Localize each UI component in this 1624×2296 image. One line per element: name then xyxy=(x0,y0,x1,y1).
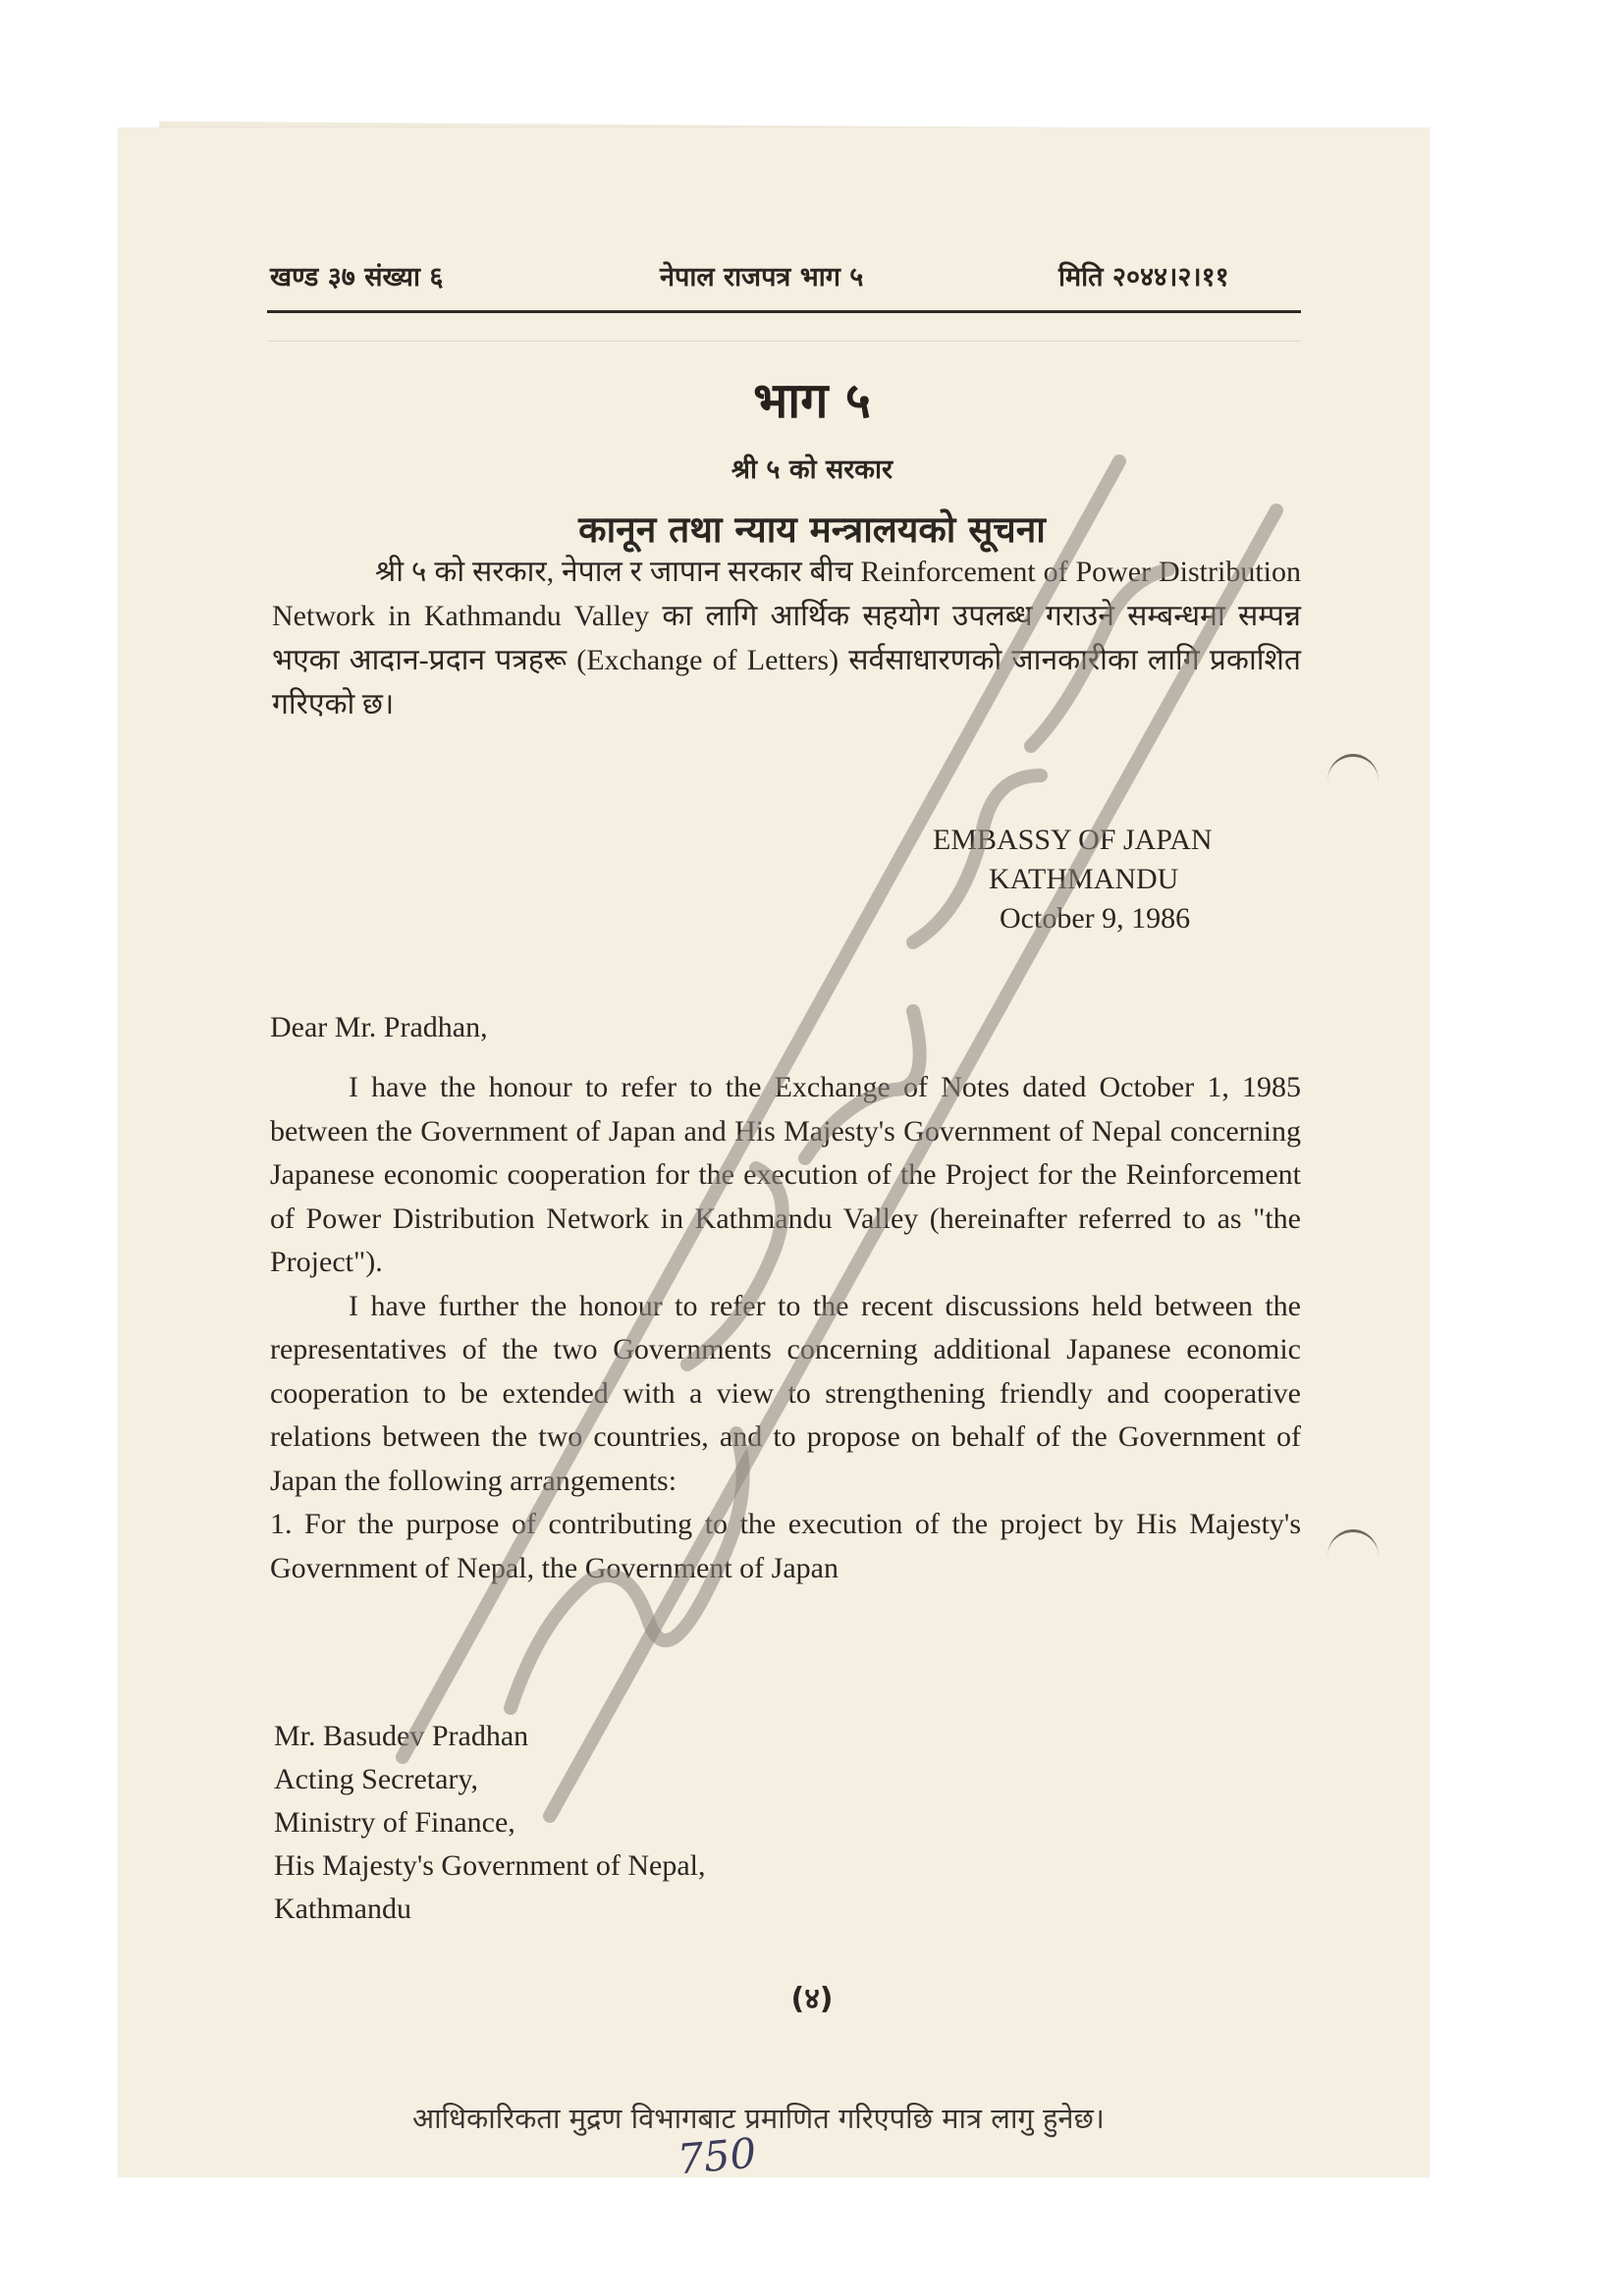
bleed-through-rule xyxy=(267,341,1301,342)
addressee-block xyxy=(274,1715,705,1931)
addressee-name: Mr. Basudev Pradhan xyxy=(274,1720,529,1752)
government-line: श्री ५ को सरकार xyxy=(731,454,893,485)
addressee-title: Acting Secretary, xyxy=(274,1763,478,1795)
letter-item-1: 1. For the purpose of contributing to the execution of the project by His Majesty's Government of Nepal, the Government of Japan xyxy=(270,1508,1301,1584)
notice-title: कानून तथा न्याय मन्त्रालयको सूचना xyxy=(578,508,1046,551)
salutation: Dear Mr. Pradhan, xyxy=(270,1011,488,1043)
page-number: (४) xyxy=(790,1982,834,2016)
part-title: भाग ५ xyxy=(753,372,871,429)
punch-hole-top xyxy=(1327,754,1379,808)
gazette-date: मिति २०४४।२।११ xyxy=(1058,262,1229,293)
letter-sender-block xyxy=(854,821,1326,938)
addressee-ministry: Ministry of Finance, xyxy=(274,1806,515,1839)
intro-paragraph: श्री ५ को सरकार, नेपाल र जापान सरकार बीच Reinforcement of Power Distribution Network in Kathmandu Valley का लागि आर्थिक सहयोग उपलब्ध गराउने सम्बन्धमा सम्पन्न भएका आदान-प्रदान पत्रहरू (Exchange of Letters) सर्वसाधारणको जानकारीका लागि प्रकाशित गरिएको छ। xyxy=(272,556,1301,721)
handwritten-page-number: 750 xyxy=(676,2128,759,2184)
authentication-footer-note: आधिकारिकता मुद्रण विभागबाट प्रमाणित गरिएपछि मात्र लागु हुनेछ। xyxy=(412,2102,1105,2135)
letter-paragraph-1: I have the honour to refer to the Exchange of Notes dated October 1, 1985 between the Government of Japan and His Majesty's Government of Nepal concerning Japanese economic cooperation for the execution of the Project for the Reinforcement of Power Distribution Network in Kathmandu Valley (hereinafter referred to as "the Project"). xyxy=(270,1071,1301,1278)
sender-line-2: KATHMANDU xyxy=(989,863,1179,895)
volume-issue: खण्ड ३७ संख्या ६ xyxy=(270,262,444,293)
gazette-header xyxy=(270,257,1301,296)
sender-line-1: EMBASSY OF JAPAN xyxy=(933,824,1213,856)
header-rule xyxy=(267,310,1301,313)
letter-date: October 9, 1986 xyxy=(1000,902,1191,934)
addressee-city: Kathmandu xyxy=(274,1893,411,1925)
letter-body xyxy=(270,1066,1301,1590)
gazette-name: नेपाल राजपत्र भाग ५ xyxy=(660,262,864,293)
punch-hole-bottom xyxy=(1327,1529,1379,1583)
letter-paragraph-2: I have further the honour to refer to the recent discussions held between the representatives of the two Governments concerning additional Japanese economic cooperation to be extended with a view to strengthening friendly and cooperative relations between the two countries, and to propose on behalf of the Government of Japan the following arrangements: xyxy=(270,1289,1301,1497)
addressee-government: His Majesty's Government of Nepal, xyxy=(274,1849,706,1882)
